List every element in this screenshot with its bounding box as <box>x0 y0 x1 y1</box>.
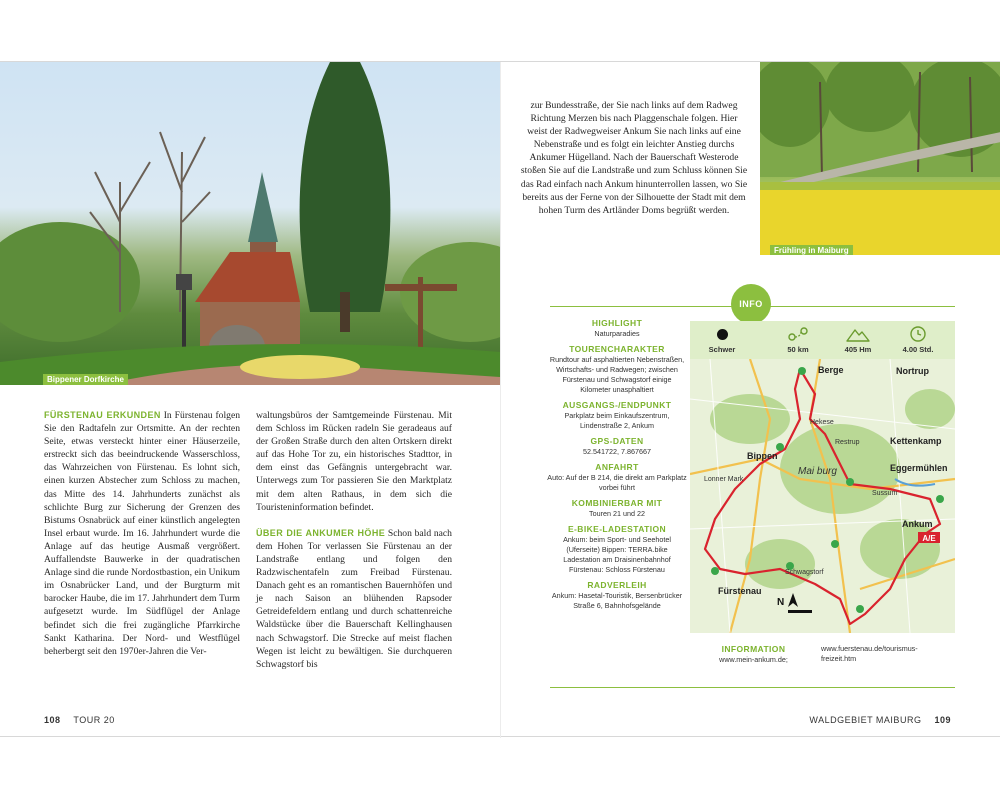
stat-difficulty <box>698 325 746 354</box>
map-label-fuerstenau: Fürstenau <box>718 586 762 596</box>
page-number: 108 <box>44 715 61 725</box>
section-heading: FÜRSTENAU ERKUNDEN <box>44 410 161 420</box>
info-heading: E-BIKE-LADESTATION <box>567 524 667 534</box>
info-item <box>547 436 687 457</box>
text-column-3: zur Bundesstraße, der Sie nach links auf dem Radweg Richtung Merzen bis nach Plaggenschale folgen. Hier weist der Radwegweiser Ankum Sie nach links auf eine Nebenstraße und es folgt ein leichter Anstieg durchs Ankumer Hügelland. Nach der Bauerschaft Westerode stoßen Sie auf die Landstraße und zum Schluss können Sie das Rad einfach nach Ankum hinunterrollen lassen, wo Sie bereits aus der Ferne von der Silhouette der Stadt mit dem hohen Turm des Artländer Doms begrüßt werden. <box>520 100 748 216</box>
info-text: Ankum: Hasetal-Touristik, Bersenbrücker Straße 6, Bahnhofsgelände <box>551 591 683 610</box>
info-item <box>547 462 687 493</box>
info-text: Touren 21 und 22 <box>589 509 645 518</box>
info-text: Naturparadies <box>594 329 640 338</box>
map-label-suessum: Sussum <box>872 490 898 497</box>
map-label-restrup: Restrup <box>835 439 860 446</box>
stat-elevation <box>834 325 882 354</box>
info-item <box>547 498 687 519</box>
map-label-lonner-mark: Lonner Mark <box>704 476 744 483</box>
church-photo <box>0 62 500 385</box>
left-page <box>0 62 500 738</box>
rapeseed-photo <box>760 62 1000 255</box>
route-distance-icon <box>787 326 809 342</box>
north-label: N <box>777 597 785 608</box>
info-heading: GPS-DATEN <box>590 436 644 446</box>
info-item <box>547 580 687 611</box>
map-label-kettenkamp: Kettenkamp <box>890 436 942 446</box>
info-text: 52.541722, 7.867667 <box>583 447 651 456</box>
north-arrow-icon <box>788 593 798 607</box>
info-text: Ankum: beim Sport- und Seehotel (Uferseite) Bippen: TERRA.bike Ladestation am Draisinenbahnhof Fürstenau: Schloss Fürstenau <box>563 535 671 574</box>
info-text: Rundtour auf asphaltierten Nebenstraßen, Wirtschafts- und Radwegen; zwischen Fürstenau und Schwagstorf einige Kilometer unasphaltiert <box>549 355 685 394</box>
info-list <box>547 318 687 616</box>
info-item <box>547 400 687 431</box>
info-heading: INFORMATION <box>721 644 786 654</box>
info-heading: TOURENCHARAKTER <box>569 344 665 354</box>
section-heading: ÜBER DIE ANKUMER HÖHE <box>256 527 386 538</box>
text-column-2 <box>256 409 452 671</box>
map-label-nortrup: Nortrup <box>896 366 929 376</box>
text-column-1 <box>44 409 240 658</box>
mountain-icon <box>846 326 870 342</box>
map-label-hekese: Hekese <box>810 419 834 426</box>
info-heading: AUSGANGS-/ENDPUNKT <box>562 400 672 410</box>
spring-illustration <box>760 62 1000 255</box>
stat-value: 405 Hm <box>844 345 872 354</box>
stat-value: Schwer <box>708 345 736 354</box>
map-label-schwagstorf: Schwagstorf <box>785 569 824 576</box>
info-text: Parkplatz beim Einkaufszentrum, Lindenstraße 2, Ankum <box>564 411 670 430</box>
info-item <box>547 318 687 339</box>
map-label-maiburg: Mai burg <box>798 466 837 477</box>
stat-duration <box>894 325 942 354</box>
map-label-ankum: Ankum <box>902 519 933 529</box>
book-spread <box>0 61 1000 737</box>
running-head: TOUR 20 <box>73 715 115 725</box>
page-number: 109 <box>934 715 951 725</box>
start-end-badge: A/E <box>922 534 936 543</box>
info-text: Auto: Auf der B 214, die direkt am Parkplatz vorbei führt <box>547 473 687 492</box>
stat-distance <box>774 325 822 354</box>
page-footer-right <box>809 715 951 725</box>
info-heading: ANFAHRT <box>595 462 639 472</box>
photo-caption: Frühling in Maiburg <box>770 245 853 255</box>
map-graphic <box>690 359 955 633</box>
tour-stats <box>690 321 955 359</box>
map-label-bippen: Bippen <box>747 451 778 461</box>
stat-value: 4.00 Std. <box>902 345 934 354</box>
stat-value: 50 km <box>787 345 809 354</box>
difficulty-dot-icon <box>717 329 728 340</box>
right-page <box>500 62 1000 738</box>
paragraph: In Fürstenau folgen Sie den Radtafeln zur Ortsmitte. An der rechten Seite, etwas versteckt hinter einer Häuserzeile, erstreckt sich das beeindruckende Wasserschloss, das Wahrzeichen von Fürstenau. Es lohnt sich, einen kurzen Abstecher zum Schloss zu machen, das Mitte des 14. Jahrhunderts zunächst als schlichte Burg zur Sicherung der Grenzen des Bistums Osnabrück auf einer künstlich angelegten Insel erbaut wurde. Im 16. Jahrhundert wurde die Anlage auf das heutige Ausmaß vergrößert. Auffallendste Bauwerke in der quadratischen Anlage sind die runde Nordostbastion, ein Unikum im Osnabrücker Land, und der Burgturm mit barocker Haube, die im 17. Jahrhundert dem Turm aufgesetzt wurde. Im Südflügel der Anlage befindet sich die frei zugängliche Pfarrkirche Sankt Katharina. Der Nord- und Westflügel beherbergt seit den 1970er-Jahren die Ver- <box>44 410 240 657</box>
paragraph: Schon bald nach dem Hohen Tor verlassen Sie Fürstenau an der Landstraße entlang und folgen den Radzwischentafeln zum Freibad Fürstenau. Danach geht es an romantischen Bauernhöfen und je nach Saison an blühenden Rapsoder Getreidefeldern entlang und durch schattenreiche Waldstücke über die Bauerschaft Kellinghausen nach Schwagstorf. Die Strecke auf meist flachen Wegen ist leicht zu bewältigen. Sie durchqueren Schwagstorf bis <box>256 527 452 670</box>
route-map <box>690 359 955 633</box>
info-link[interactable]: www.mein-ankum.de; <box>719 655 788 664</box>
map-label-berge: Berge <box>818 365 844 375</box>
photo-caption: Bippener Dorfkirche <box>43 374 128 385</box>
page-footer-left <box>44 715 115 725</box>
info-divider-bottom <box>550 687 955 688</box>
info-heading: HIGHLIGHT <box>591 318 643 328</box>
info-heading: KOMBINIERBAR MIT <box>571 498 663 508</box>
church-illustration <box>0 62 500 385</box>
information-link-block <box>821 644 951 664</box>
information-block <box>701 644 806 665</box>
info-item <box>547 524 687 575</box>
clock-icon <box>909 325 927 343</box>
info-item <box>547 344 687 395</box>
map-label-eggermuehlen: Eggermühlen <box>890 463 948 473</box>
info-link[interactable]: www.fuerstenau.de/tourismus-freizeit.htm <box>821 644 918 663</box>
info-badge: INFO <box>731 284 771 324</box>
route-map-box <box>690 321 955 633</box>
paragraph: waltungsbüros der Samtgemeinde Fürstenau. Mit dem Schloss im Rücken radeln Sie geradeaus auf der Großen Straße durch den alten Ortskern direkt auf das Hohe Tor zu, ein historisches Stadttor, in dem einst das Gefängnis untergebracht war. Unterwegs zum Tor passieren Sie den Marktplatz mit dem alten Rathaus, in dem sich die Touristeninformation befindet. <box>256 410 452 513</box>
info-heading: RADVERLEIH <box>587 580 647 590</box>
running-head: WALDGEBIET MAIBURG <box>809 715 922 725</box>
